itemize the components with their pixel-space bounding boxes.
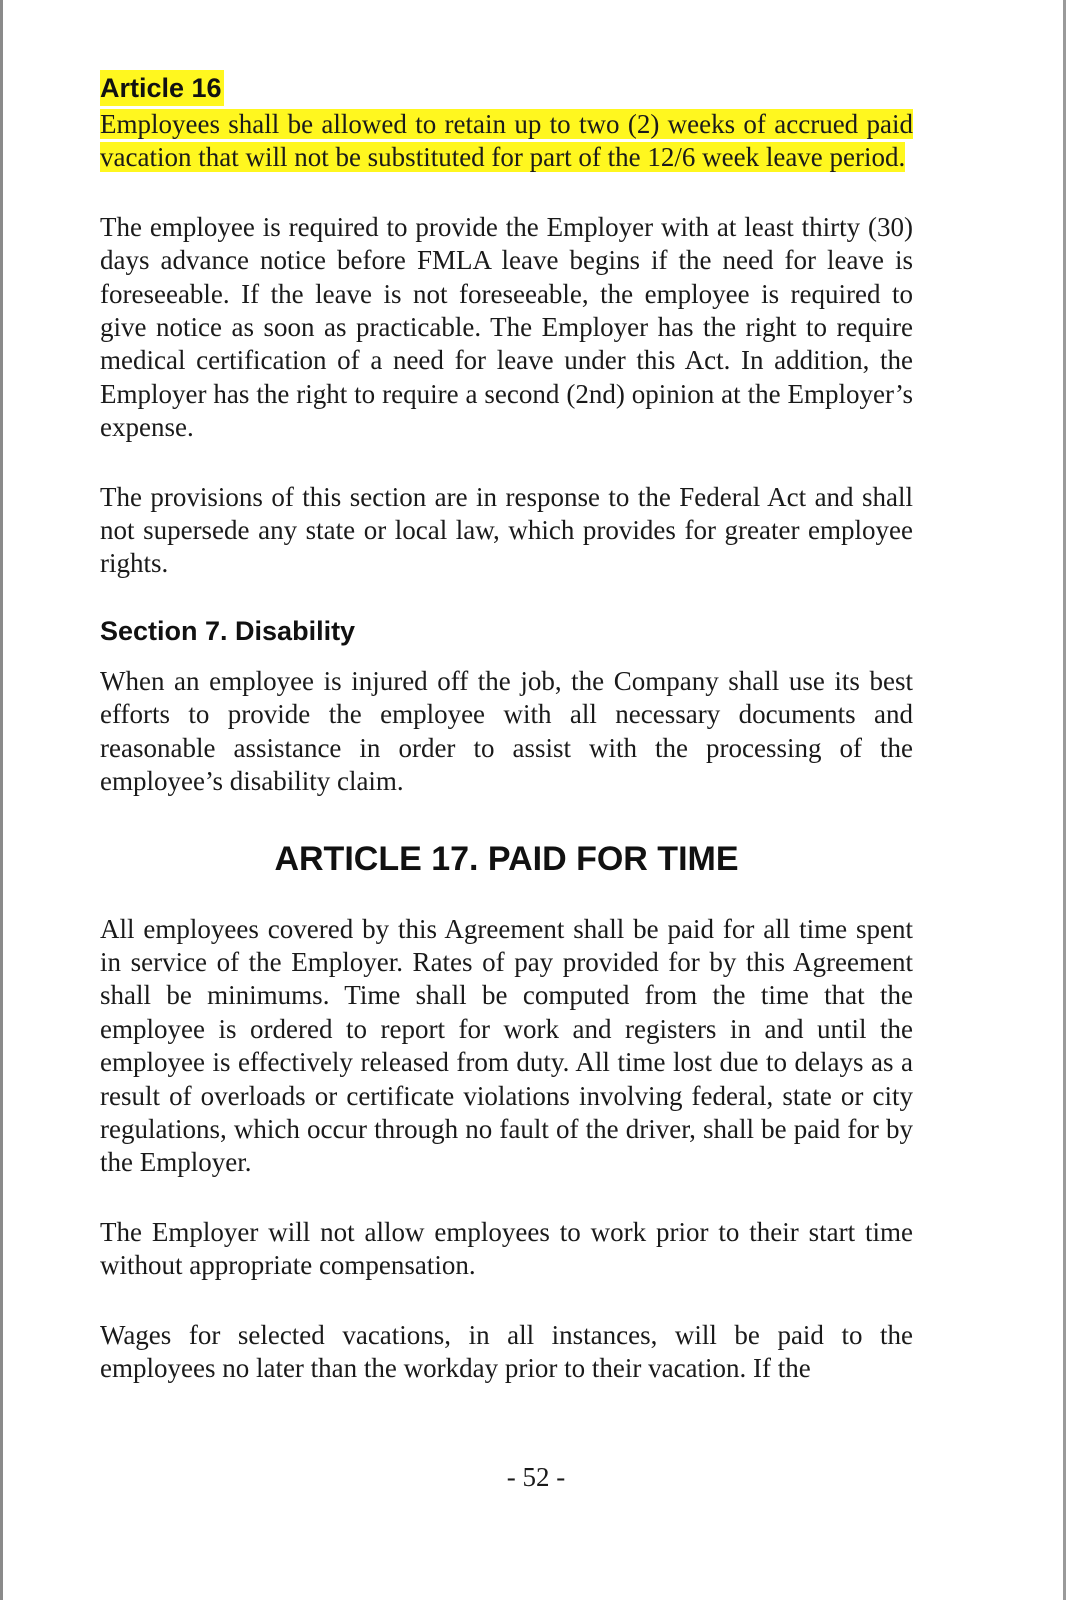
article-17-paragraph-2: The Employer will not allow employees to work prior to their start time without appropriate compensation.	[100, 1216, 913, 1281]
page-content	[100, 70, 913, 1385]
article-16-heading-text: Article 16	[100, 70, 224, 106]
article-16-highlighted-paragraph	[100, 108, 913, 175]
section-7-heading: Section 7. Disability	[100, 615, 356, 646]
article-16-highlight: Employees shall be allowed to retain up to two (2) weeks of accrued paid vacation that will not be substituted for part of the 12/6 week leave period.	[100, 109, 913, 173]
article-17-paragraph-3: Wages for selected vacations, in all instances, will be paid to the employees no later than the workday prior to their vacation. If the	[100, 1319, 913, 1383]
federal-act-paragraph: The provisions of this section are in response to the Federal Act and shall not supersede any state or local law, which provides for greater employee rights.	[100, 481, 913, 579]
article-17-paragraph-1: All employees covered by this Agreement shall be paid for all time spent in service of the Employer. Rates of pay provided for by this Agreement shall be minimums. Time shall be computed from the time that the employee is ordered to report for work and registers in and until the employee is effectively released from duty. All time lost due to delays as a result of overloads or certificate violations involving federal, state or city regulations, which occur through no fault of the driver, shall be paid for by the Employer.	[100, 913, 913, 1178]
section-7-paragraph: When an employee is injured off the job, the Company shall use its best efforts to provide the employee with all necessary documents and reasonable assistance in order to assist with the processing of the employee’s disability claim.	[100, 665, 913, 797]
fmla-notice-paragraph: The employee is required to provide the Employer with at least thirty (30) days advance notice before FMLA leave begins if the need for leave is foreseeable. If the leave is not foreseeable, the employee is required to give notice as soon as practicable. The Employer has the right to require medical certification of a need for leave under this Act. In addition, the Employer has the right to require a second (2nd) opinion at the Employer’s expense.	[100, 211, 913, 443]
article-17-title: ARTICLE 17. PAID FOR TIME	[274, 839, 739, 878]
article-16-heading	[100, 70, 913, 106]
page-number: - 52 -	[506, 1462, 566, 1492]
